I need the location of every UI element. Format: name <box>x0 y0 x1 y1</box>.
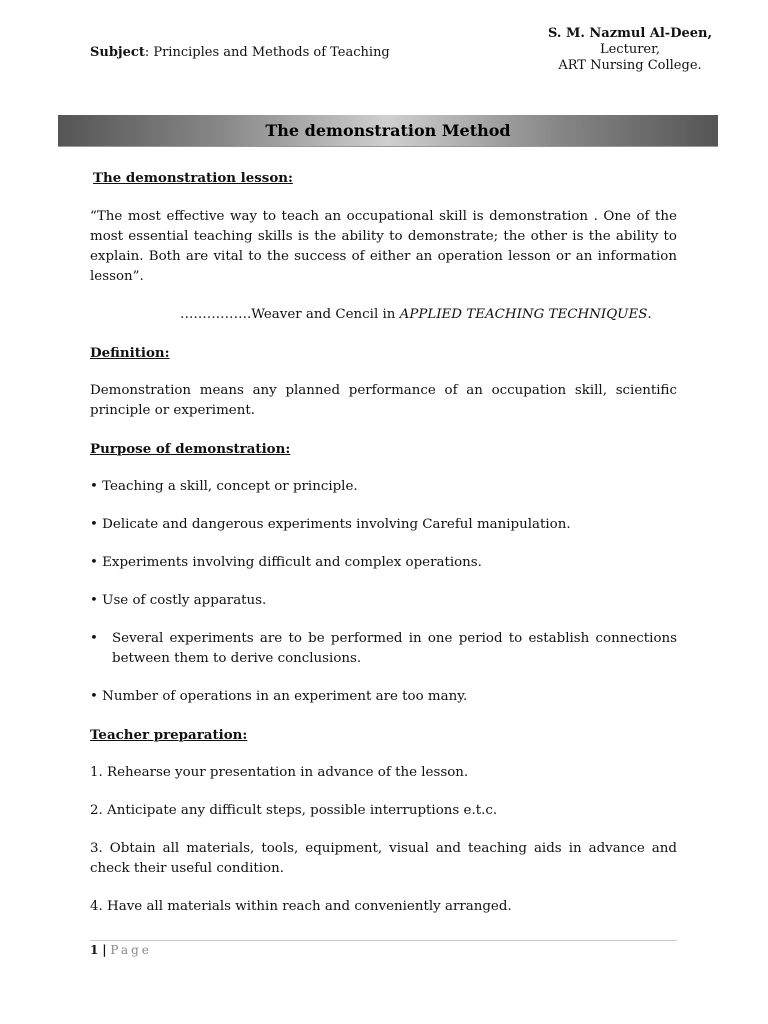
purpose-item: • Number of operations in an experiment are too many. <box>90 689 468 704</box>
quote-source <box>90 305 677 325</box>
bullet-dot: • <box>90 631 98 646</box>
quote-source-suffix: . <box>647 307 652 322</box>
teacher-item: 3. Obtain all materials, tools, equipment, visual and teaching aids in advance and check their useful condition. <box>90 841 677 876</box>
page-footer <box>90 943 152 957</box>
teacher-heading: Teacher preparation: <box>90 727 248 743</box>
footer-divider <box>90 940 677 941</box>
author-institution: ART Nursing College. <box>558 58 702 73</box>
purpose-item-text: Several experiments are to be performed in one period to establish connections between them to derive conclusions. <box>112 631 677 666</box>
subject-value: : Principles and Methods of Teaching <box>144 45 390 60</box>
purpose-item: • Experiments involving difficult and complex operations. <box>90 555 482 570</box>
subject-line <box>90 45 390 60</box>
purpose-item: • Use of costly apparatus. <box>90 593 267 608</box>
purpose-item: • Delicate and dangerous experiments involving Careful manipulation. <box>90 517 571 532</box>
definition-heading: Definition: <box>90 345 170 361</box>
teacher-item: 2. Anticipate any difficult steps, possible interruptions e.t.c. <box>90 803 498 818</box>
quote-source-book: APPLIED TEACHING TECHNIQUES <box>399 307 648 322</box>
purpose-heading: Purpose of demonstration: <box>90 441 291 457</box>
author-position: Lecturer, <box>599 42 661 57</box>
page-number: 1 <box>90 943 99 957</box>
subject-label: Subject <box>90 45 145 60</box>
page-label: Page <box>110 943 152 957</box>
author-block <box>540 26 720 74</box>
definition-text: Demonstration means any planned performance of an occupation skill, scientific principle or experiment. <box>90 383 677 418</box>
title-bar <box>58 115 718 147</box>
page-separator: | <box>102 943 107 957</box>
teacher-item: 4. Have all materials within reach and conveniently arranged. <box>90 899 512 914</box>
lesson-heading: The demonstration lesson: <box>93 170 293 186</box>
teacher-item: 1. Rehearse your presentation in advance of the lesson. <box>90 765 469 780</box>
purpose-item-list-bullet <box>90 629 677 669</box>
quote-paragraph: “The most effective way to teach an occupational skill is demonstration . One of the most essential teaching skills is the ability to demonstrate; the other is the ability to explain. Both are vital to the success of either an operation lesson or an information lesson”. <box>90 209 677 284</box>
quote-source-prefix: …………….Weaver and Cencil in <box>180 307 400 322</box>
page-title: The demonstration Method <box>265 121 511 140</box>
purpose-item: • Teaching a skill, concept or principle. <box>90 479 358 494</box>
document-body <box>90 168 677 917</box>
author-name: S. M. Nazmul Al-Deen, <box>548 26 712 41</box>
